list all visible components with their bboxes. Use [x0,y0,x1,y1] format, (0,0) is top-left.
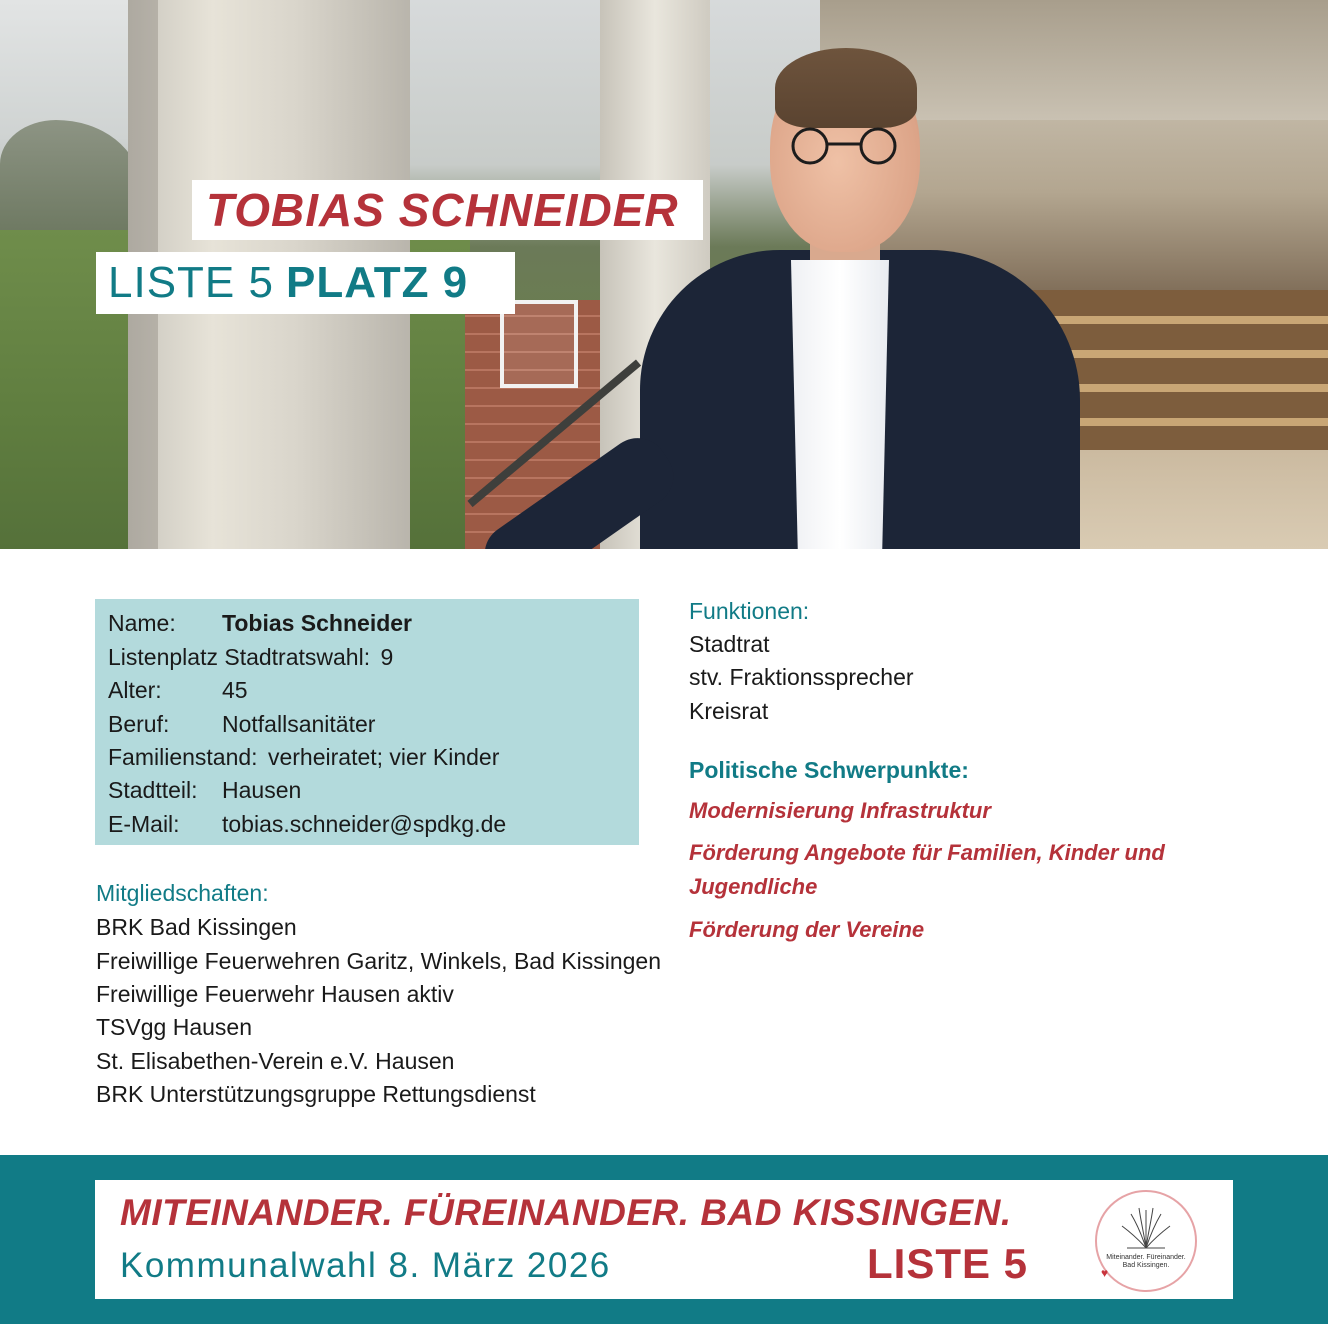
fountain-icon [1097,1196,1195,1256]
membership-item: Freiwillige Feuerwehr Hausen aktiv [96,981,454,1007]
profile-value: Hausen [222,777,302,803]
candidate-name-heading: TOBIAS SCHNEIDER [206,184,679,236]
list-number: LISTE 5 [867,1240,1029,1287]
profile-row-stadtteil [108,776,302,804]
function-item: Kreisrat [689,698,769,724]
election-date: Kommunalwahl 8. März 2026 [120,1246,611,1285]
logo-text-line: Miteinander. Füreinander. [1106,1254,1186,1261]
profile-row-name [108,609,413,637]
profile-label: Familienstand: [108,744,258,770]
focus-title: Politische Schwerpunkte: [689,757,969,783]
list-position: PLATZ 9 [285,258,469,307]
logo-text [1097,1254,1195,1270]
glasses-icon [780,126,910,166]
profile-row-alter [108,676,248,704]
membership-item: Freiwillige Feuerwehren Garitz, Winkels, Bad Kissingen [96,948,661,974]
list-prefix: LISTE 5 [108,258,274,307]
profile-row-beruf [108,710,376,738]
profile-row-email [108,810,507,838]
profile-value: Notfallsanitäter [222,711,376,737]
profile-label: Listenplatz Stadtratswahl: [108,644,371,670]
focus-item: Modernisierung Infrastruktur [689,798,991,823]
photo-person-hair [775,48,917,128]
focus-item: Förderung Angebote für Familien, Kinder und [689,840,1165,865]
slogan: MITEINANDER. FÜREINANDER. BAD KISSINGEN. [120,1192,1012,1233]
membership-item: TSVgg Hausen [96,1014,252,1040]
list-position-plate [96,252,515,314]
footer-card [95,1180,1233,1299]
focus-item: Förderung der Vereine [689,917,925,942]
campaign-logo [1095,1190,1197,1292]
profile-value: verheiratet; vier Kinder [267,744,500,770]
profile-label: E-Mail: [108,811,180,837]
profile-label: Stadtteil: [108,777,198,803]
function-item: Stadtrat [689,631,770,657]
focus-item: Jugendliche [689,874,818,899]
functions-title: Funktionen: [689,598,810,624]
profile-box [95,599,639,845]
candidate-photo [0,0,1328,549]
profile-value: 9 [380,644,394,670]
membership-item: BRK Bad Kissingen [96,914,297,940]
profile-value: Tobias Schneider [222,610,413,636]
profile-row-listplatz [108,643,393,671]
profile-label: Alter: [108,677,162,703]
logo-text-line: Bad Kissingen. [1122,1262,1170,1269]
heart-icon: ♥ [1101,1266,1109,1280]
memberships-title: Mitgliedschaften: [96,880,269,906]
profile-row-familienstand [108,743,499,771]
profile-label: Name: [108,610,176,636]
candidate-name-plate [192,180,703,240]
profile-label: Beruf: [108,711,170,737]
email-link[interactable]: tobias.schneider@spdkg.de [222,811,507,837]
membership-item: BRK Unterstützungsgruppe Rettungsdienst [96,1081,536,1107]
profile-value: 45 [222,677,248,703]
membership-item: St. Elisabethen-Verein e.V. Hausen [96,1048,455,1074]
function-item: stv. Fraktionssprecher [689,664,914,690]
